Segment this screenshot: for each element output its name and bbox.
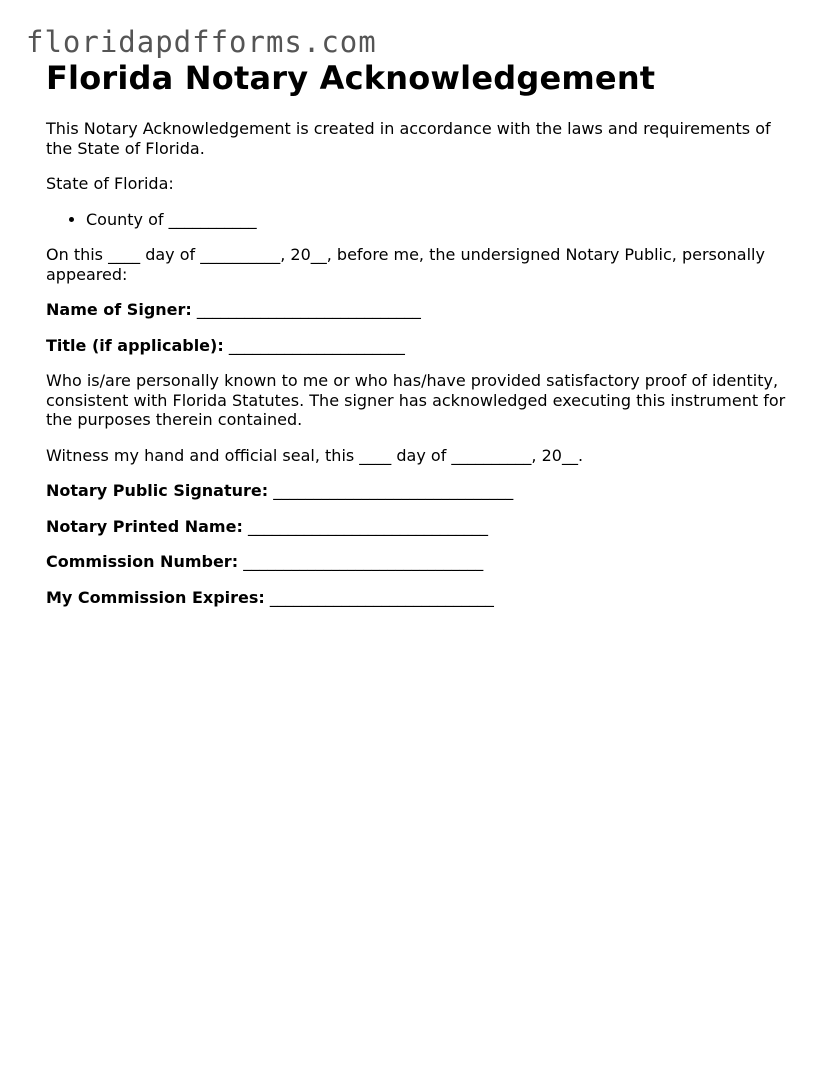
commission-number-label: Commission Number: xyxy=(46,552,239,571)
commission-expires-label: My Commission Expires: xyxy=(46,587,265,607)
document-title: Florida Notary Acknowledgement xyxy=(46,59,656,97)
commission-number-field xyxy=(46,552,791,572)
identity-paragraph: Who is/are personally known to me or who has/have provided satisfactory proof of identity, consistent with Florida Statutes. The signer has acknowledged executing this instrument for the purposes therein contained. xyxy=(46,371,786,429)
intro-paragraph: This Notary Acknowledgement is created in accordance with the laws and requirements of the State of Florida. xyxy=(46,119,771,158)
notary-signature-label: Notary Public Signature: xyxy=(46,481,269,500)
notary-signature-field xyxy=(46,481,791,501)
signer-title-label: Title (if applicable): xyxy=(46,335,224,355)
commission-number-blank: ______________________________ xyxy=(243,552,484,571)
county-list xyxy=(46,210,791,230)
state-line: State of Florida: xyxy=(46,174,174,193)
signer-title-field xyxy=(46,336,791,356)
notary-printed-name-blank: ______________________________ xyxy=(247,516,488,536)
commission-expires-blank: ____________________________ xyxy=(269,587,494,607)
signer-title-blank: ______________________ xyxy=(228,335,405,355)
appearance-paragraph: On this ____ day of __________, 20__, before me, the undersigned Notary Public, personally appeared: xyxy=(46,245,765,284)
notary-printed-name-field xyxy=(46,517,791,537)
commission-expires-field xyxy=(46,588,791,608)
document-body xyxy=(46,56,791,607)
signer-name-blank: ____________________________ xyxy=(196,300,421,319)
signer-name-field xyxy=(46,300,791,320)
witness-paragraph: Witness my hand and official seal, this ____ day of __________, 20__. xyxy=(46,445,584,465)
notary-printed-name-label: Notary Printed Name: xyxy=(46,516,243,536)
county-item: • County of ___________ xyxy=(86,210,791,230)
signer-name-label: Name of Signer: xyxy=(46,300,192,319)
watermark-site-name: floridapdfforms.com xyxy=(26,25,377,59)
notary-signature-blank: ______________________________ xyxy=(273,481,514,500)
